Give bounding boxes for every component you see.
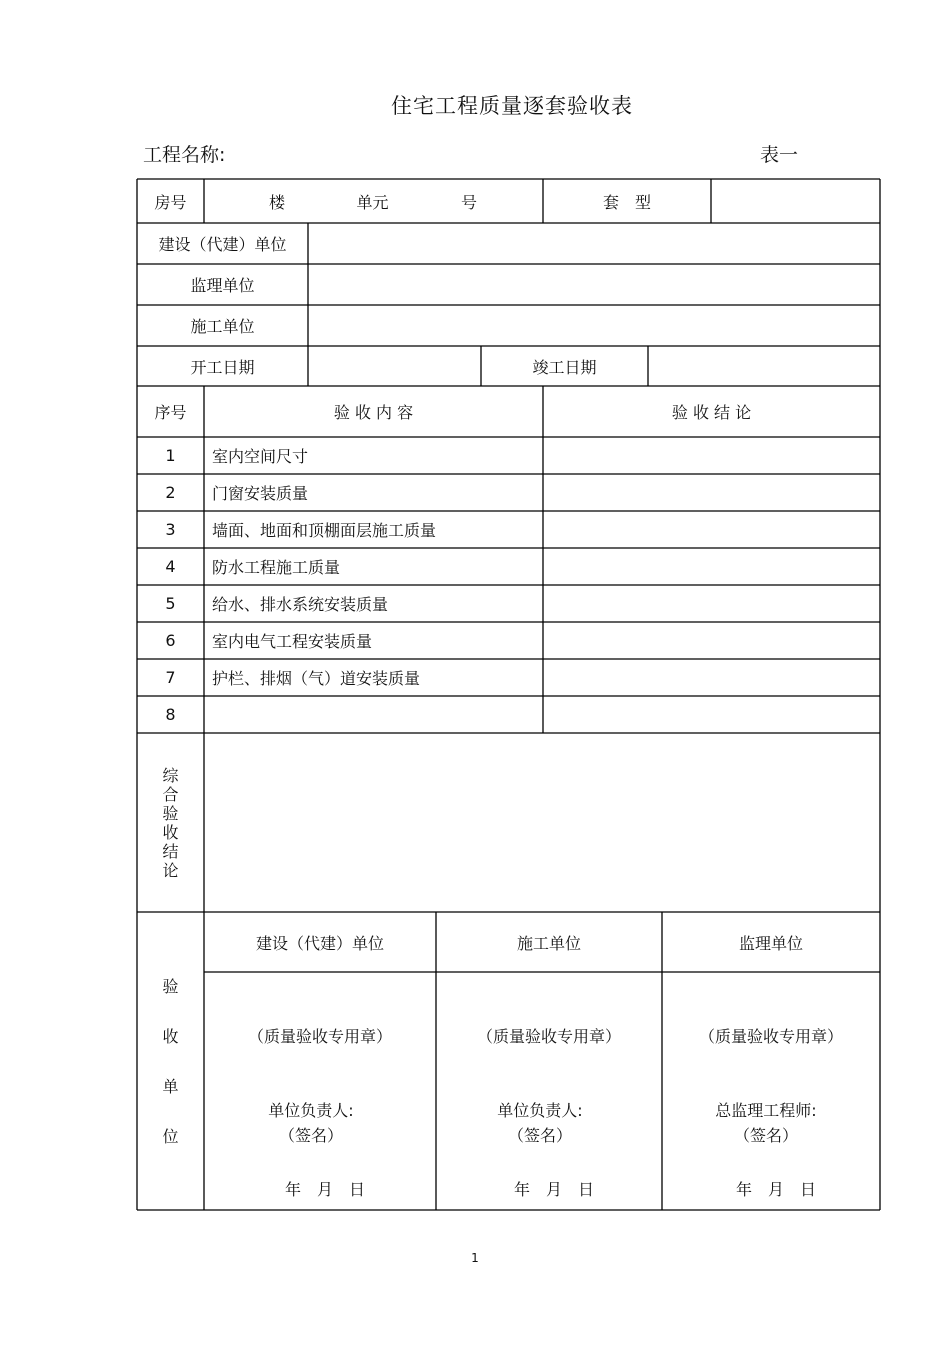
party-signer: 总监理工程师: — [715, 1101, 817, 1120]
number-label: 号 — [460, 192, 477, 212]
accept-char: 收 — [162, 1027, 179, 1046]
item-content: 防水工程施工质量 — [212, 558, 341, 577]
unit-label: 单元 — [356, 192, 389, 212]
constructor-value[interactable] — [308, 305, 880, 346]
unit-type-value[interactable] — [711, 179, 880, 223]
item-no: 1 — [165, 446, 176, 465]
item-content: 护栏、排烟（气）道安装质量 — [212, 669, 421, 688]
item-conclusion[interactable] — [543, 622, 880, 659]
supervisor-label: 监理单位 — [190, 276, 255, 295]
start-date-label: 开工日期 — [190, 357, 255, 377]
accept-char: 单 — [162, 1077, 179, 1096]
end-date-label: 竣工日期 — [532, 357, 597, 377]
summary-char: 合 — [162, 784, 179, 804]
supervisor-value[interactable] — [308, 264, 880, 305]
party-builder-header: 建设（代建）单位 — [255, 933, 384, 953]
item-content[interactable] — [212, 696, 542, 733]
room-no-label: 房号 — [154, 192, 187, 212]
party-seal: （质量验收专用章） — [698, 1026, 843, 1046]
item-conclusion[interactable] — [543, 548, 880, 585]
item-no: 5 — [165, 594, 176, 613]
item-no: 6 — [165, 631, 176, 650]
document-title: 住宅工程质量逐套验收表 — [391, 94, 633, 118]
building-label: 楼 — [268, 192, 285, 212]
builder-value[interactable] — [308, 223, 880, 264]
party-seal: （质量验收专用章） — [247, 1026, 392, 1046]
builder-label: 建设（代建）单位 — [158, 235, 287, 254]
item-conclusion[interactable] — [543, 585, 880, 622]
item-conclusion[interactable] — [543, 437, 880, 474]
item-content: 室内空间尺寸 — [212, 447, 309, 466]
unit-type-label: 套 型 — [602, 192, 651, 212]
summary-char: 收 — [162, 822, 179, 842]
party-sign: （签名） — [733, 1126, 798, 1145]
item-no: 4 — [165, 557, 176, 576]
item-content: 墙面、地面和顶棚面层施工质量 — [212, 521, 437, 540]
party-signer-block[interactable] — [662, 1098, 870, 1148]
accept-char: 位 — [162, 1127, 179, 1146]
party-signer: 单位负责人: — [268, 1101, 354, 1120]
item-no: 3 — [165, 520, 176, 539]
conclusion-header: 验 收 结 论 — [671, 403, 752, 422]
seq-header: 序号 — [154, 403, 187, 422]
summary-char: 验 — [162, 803, 179, 823]
item-conclusion[interactable] — [543, 696, 880, 733]
party-sign: （签名） — [278, 1126, 343, 1145]
item-content: 门窗安装质量 — [212, 484, 309, 503]
party-date[interactable]: 年 月 日 — [284, 1179, 365, 1199]
summary-char: 综 — [162, 765, 179, 785]
item-conclusion[interactable] — [543, 511, 880, 548]
form-number: 表一 — [760, 144, 799, 166]
party-seal: （质量验收专用章） — [476, 1026, 621, 1046]
content-header: 验 收 内 容 — [333, 403, 414, 422]
accept-char: 验 — [162, 977, 179, 996]
party-supervisor-header: 监理单位 — [738, 933, 803, 953]
item-conclusion[interactable] — [543, 659, 880, 696]
party-signer-block[interactable] — [204, 1098, 418, 1148]
party-constructor-header: 施工单位 — [516, 933, 581, 953]
party-date[interactable]: 年 月 日 — [735, 1179, 816, 1199]
acceptance-units-label — [137, 962, 204, 1162]
party-signer: 单位负责人: — [497, 1101, 583, 1120]
start-date-value[interactable] — [308, 346, 481, 386]
item-conclusion[interactable] — [543, 474, 880, 511]
page-number: 1 — [471, 1251, 479, 1265]
party-date[interactable]: 年 月 日 — [513, 1179, 594, 1199]
item-no: 8 — [165, 705, 176, 724]
item-no: 7 — [165, 668, 176, 687]
summary-char: 结 — [162, 841, 179, 861]
party-signer-block[interactable] — [436, 1098, 644, 1148]
summary-conclusion-label — [137, 733, 204, 912]
constructor-label: 施工单位 — [190, 317, 255, 336]
item-content: 室内电气工程安装质量 — [212, 632, 373, 651]
summary-char: 论 — [162, 860, 179, 880]
project-name-label: 工程名称: — [143, 144, 226, 166]
item-no: 2 — [165, 483, 176, 502]
item-content: 给水、排水系统安装质量 — [212, 595, 389, 614]
end-date-value[interactable] — [648, 346, 880, 386]
party-sign: （签名） — [507, 1126, 572, 1145]
summary-conclusion-value[interactable] — [204, 733, 880, 912]
